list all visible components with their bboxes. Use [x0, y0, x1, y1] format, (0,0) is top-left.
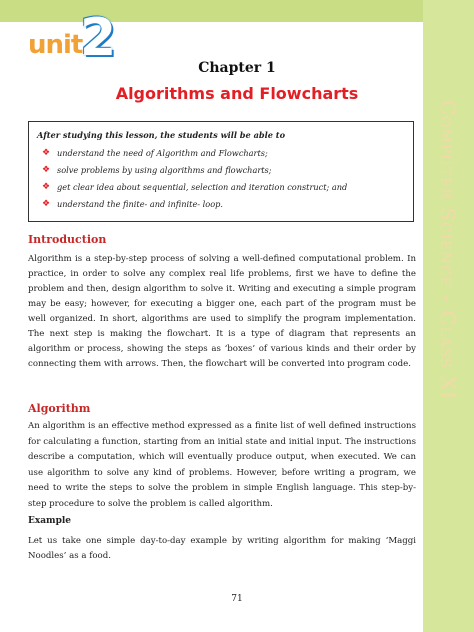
algorithm-heading: Algorithm — [28, 402, 91, 415]
example-paragraph: Let us take one simple day-to-day example by writing algorithm for making ‘Maggi Noodles’ as a food. — [28, 536, 416, 561]
objective-item — [37, 162, 405, 179]
objective-item — [37, 179, 405, 196]
bullet-icon: ❖ — [42, 182, 51, 192]
objectives-lead: After studying this lesson, the students will be able to — [37, 130, 286, 140]
objective-text: get clear idea about sequential, selection and iteration construct; and — [57, 182, 348, 192]
objectives-list — [37, 145, 405, 213]
example-heading: Example — [28, 516, 72, 526]
logo-word: unit — [28, 30, 83, 60]
page-number: 71 — [231, 594, 243, 604]
bullet-icon: ❖ — [42, 199, 51, 209]
bullet-icon: ❖ — [42, 165, 51, 175]
introduction-paragraph: Algorithm is a step-by-step process of solving a well-defined computational problem. In practice, in order to solve any complex real life problems, first we have to define the problem and then, design algorithm to solve it. Writing and executing a simple program may be easy; however, for executing a bigger one, each part of the program must be well organized. In short, algorithms are used to simplify the program implementation. The next step is making the flowchart. It is a type of diagram that represents an algorithm or process, showing the steps as ‘boxes’ of various kinds and their order by connecting them with arrows. Then, the flowchart will be converted into program code. — [28, 254, 416, 369]
chapter-title: Algorithms and Flowcharts — [115, 84, 359, 103]
introduction-heading: Introduction — [28, 233, 107, 246]
objectives-box — [28, 121, 414, 222]
objective-text: understand the need of Algorithm and Flowcharts; — [57, 148, 268, 158]
logo-number: 2 — [80, 8, 117, 68]
objective-text: solve problems by using algorithms and flowcharts; — [57, 165, 272, 175]
objective-item — [37, 145, 405, 162]
bullet-icon: ❖ — [42, 148, 51, 158]
side-title: Computer Science - Class XI — [436, 99, 460, 401]
chapter-label: Chapter 1 — [198, 60, 276, 76]
algorithm-paragraph: An algorithm is an effective method expressed as a finite list of well defined instructions for calculating a function, starting from an initial state and initial input. The instructions describe a computation, which will eventually produce output, when executed. We can use algorithm to solve any kind of problems. However, before writing a program, we need to write the steps to solve the problem in simple English language. This step-by-step procedure to solve the problem is called algorithm. — [28, 421, 416, 509]
objective-item — [37, 196, 405, 213]
objective-text: understand the finite- and infinite- loop. — [57, 199, 223, 209]
